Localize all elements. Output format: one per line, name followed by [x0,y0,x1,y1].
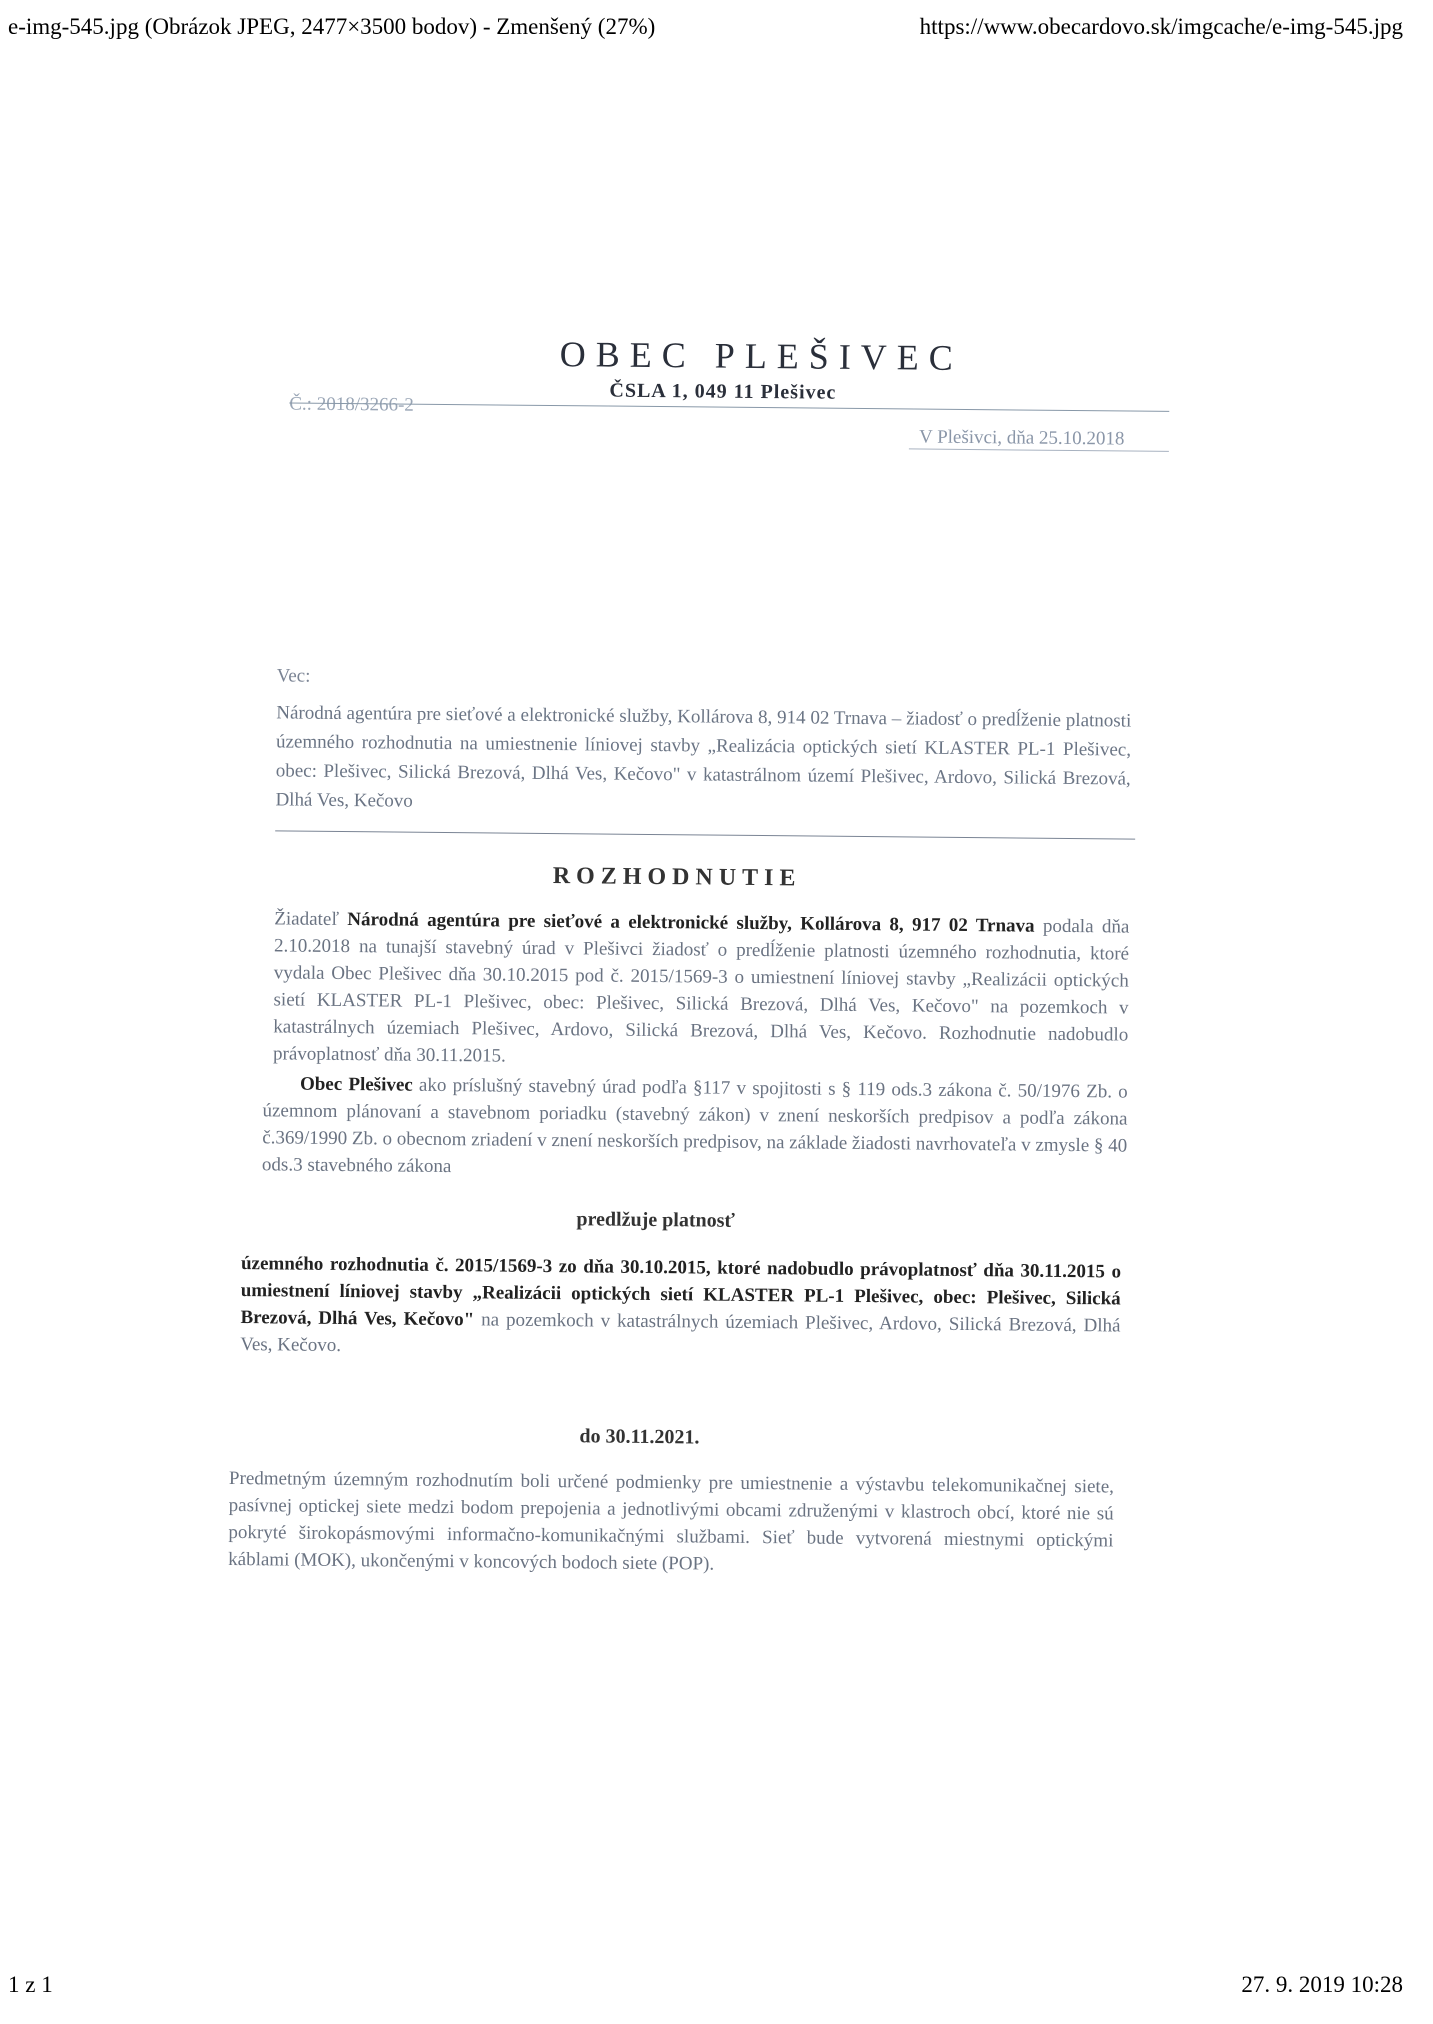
print-timestamp: 27. 9. 2019 10:28 [1241,1972,1403,1997]
header-divider [289,402,1169,411]
p1-rest: podala dňa 2.10.2018 na tunajší stavebný úrad v Plešivci žiadosť o predĺženie platnosti územného rozhodnutia, ktoré vydala Obec Plešivec dňa 30.10.2015 pod č. 2015/1569-3 o umiestnení líniovej stavby „Realizácii optických sietí KLASTER PL-1 Plešivec, obec: Plešivec, Silická Brezová, Dlhá Ves, Kečovo" na pozemkoch v katastrálnych územiach Plešivec, Ardovo, Silická Brezová, Dlhá Ves, Kečovo. Rozhodnutie nadobudlo právoplatnosť dňa 30.11.2015. [272,915,1130,1067]
p2-bold: Obec Plešivec [299,1073,413,1096]
subject-label: Vec: [276,665,311,687]
page-count: 1 z 1 [8,1972,53,1997]
letterhead-address: ČSLA 1, 049 11 Plešivec [609,379,837,404]
decision-heading: ROZHODNUTIE [552,863,802,892]
p3-rest: na pozemkoch v katastrálnych územiach Plešivec, Ardovo, Silická Brezová, Dlhá Ves, Kečovo. [240,1309,1121,1357]
letterhead-title: OBEC PLEŠIVEC [559,334,963,378]
print-header [8,14,1403,44]
print-header-title: e-img-545.jpg (Obrázok JPEG, 2477×3500 bodov) - Zmenšený (27%) [8,14,656,39]
print-footer [8,1972,1403,2002]
reference-number: Č.: 2018/3266-2 [289,393,414,416]
paragraph-applicant [273,905,1130,1075]
until-label: do 30.11.2021. [579,1425,700,1449]
paragraph-authority [262,1070,1128,1186]
place-date: V Plešivci, dňa 25.10.2018 [918,426,1125,450]
p1-bold: Národná agentúra pre sieťové a elektronické služby, Kollárova 8, 917 02 Trnava [347,909,1035,937]
scanned-letter [227,330,1160,1699]
p3-bold: územného rozhodnutia č. 2015/1569-3 zo dňa 30.10.2015, ktoré nadobudlo právoplatnosť dňa 30.11.2015 o umiestnení líniovej stavby „Realizácii optických sietí KLASTER PL-1 Plešivec, obec: Plešivec, Silická Brezová, Dlhá Ves, Kečovo" [240,1253,1122,1331]
print-header-url: https://www.obecardovo.sk/imgcache/e-img-545.jpg [919,14,1403,39]
paragraph-extension [240,1250,1121,1366]
subject-text: Národná agentúra pre sieťové a elektronické služby, Kollárova 8, 914 02 Trnava – žiadosť o predĺženie platnosti územného rozhodnutia na umiestnenie líniovej stavby „Realizácia optických sietí KLASTER PL-1 Plešivec, obec: Plešivec, Silická Brezová, Dlhá Ves, Kečovo" v katastrálnom území Plešivec, Ardovo, Silická Brezová, Dlhá Ves, Kečovo [275,702,1132,812]
extends-label: predlžuje platnosť [576,1208,735,1232]
paragraph-conditions: Predmetným územným rozhodnutím boli určené podmienky pre umiestnenie a výstavbu telekomunikačnej siete, pasívnej optickej siete medzi bodom prepojenia a jednotlivými obcami združenými v klastroch obcí, ktoré nie sú pokryté širokopásmovými informačno-komunikačnými službami. Sieť bude vytvorená miestnymi optickými káblami (MOK), ukončenými v koncových bodoch siete (POP). [228,1467,1115,1575]
p2-rest: ako príslušný stavebný úrad podľa §117 v spojitosti s § 119 ods.3 zákona č. 50/1976 Zb. o územnom plánovaní a stavebnom poriadku (stavebný zákon) v znení neskorších predpisov a podľa zákona č.369/1990 Zb. o obecnom zriadení v znení neskorších predpisov, na základe žiadosti navrhovateľa v zmysle § 40 ods.3 stavebného zákona [261,1074,1128,1178]
date-underline [909,448,1169,451]
subject-divider [275,830,1135,839]
p1-lead: Žiadateľ [274,908,348,931]
